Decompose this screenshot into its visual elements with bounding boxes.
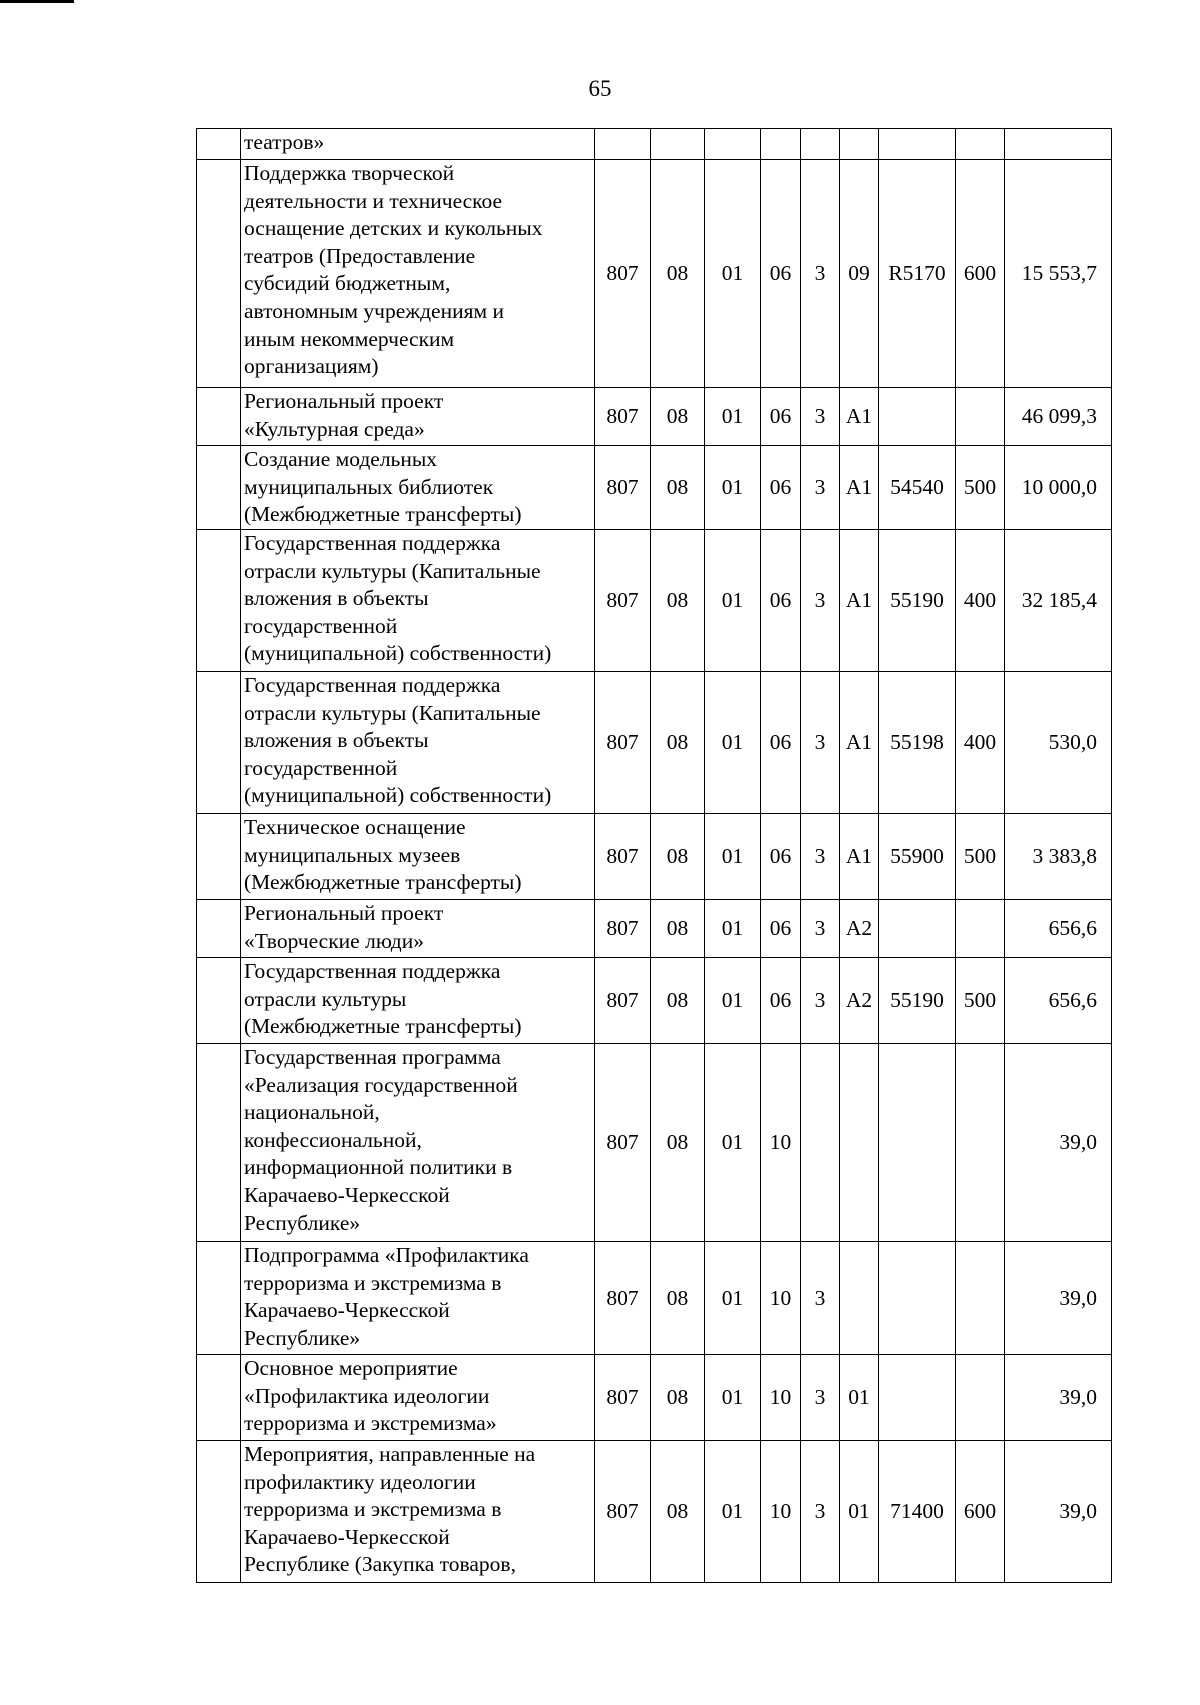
subprogram-code-cell: 3: [801, 446, 840, 530]
row-number-cell: [197, 1355, 241, 1441]
expense-direction-code-cell: 54540: [879, 446, 956, 530]
table-row: [197, 446, 1112, 530]
ministry-code-cell: 807: [595, 1441, 651, 1583]
subsection-code-cell: 01: [705, 958, 761, 1044]
budget-table: [196, 128, 1112, 1583]
program-code-cell: [761, 129, 801, 160]
amount-cell: 656,6: [1005, 958, 1112, 1044]
subsection-code-cell: 01: [705, 446, 761, 530]
table-row: [197, 1242, 1112, 1355]
item-name-cell: Государственная поддержка отрасли культуры (Капитальные вложения в объекты государственной (муниципальной) собственности): [241, 672, 595, 814]
amount-cell: 3 383,8: [1005, 814, 1112, 900]
expense-type-code-cell: 600: [956, 1441, 1005, 1583]
expense-direction-code-cell: 55198: [879, 672, 956, 814]
expense-direction-code-cell: [879, 1044, 956, 1242]
amount-cell: 15 553,7: [1005, 160, 1112, 388]
subsection-code-cell: 01: [705, 672, 761, 814]
subprogram-code-cell: 3: [801, 672, 840, 814]
row-number-cell: [197, 814, 241, 900]
ministry-code-cell: [595, 129, 651, 160]
main-activity-code-cell: 01: [840, 1355, 879, 1441]
item-name-cell: Основное мероприятие «Профилактика идеологии терроризма и экстремизма»: [241, 1355, 595, 1441]
section-code-cell: [651, 129, 705, 160]
row-number-cell: [197, 1242, 241, 1355]
amount-cell: 530,0: [1005, 672, 1112, 814]
row-number-cell: [197, 1441, 241, 1583]
expense-type-code-cell: [956, 388, 1005, 446]
item-name-cell: Создание модельных муниципальных библиотек (Межбюджетные трансферты): [241, 446, 595, 530]
amount-cell: [1005, 129, 1112, 160]
main-activity-code-cell: А2: [840, 900, 879, 958]
expense-type-code-cell: 400: [956, 672, 1005, 814]
row-number-cell: [197, 958, 241, 1044]
item-name-cell: Техническое оснащение муниципальных музеев (Межбюджетные трансферты): [241, 814, 595, 900]
item-name-cell: Поддержка творческой деятельности и техническое оснащение детских и кукольных театров (Предоставление субсидий бюджетным, автономным учреждениям и иным некоммерческим организациям): [241, 160, 595, 388]
program-code-cell: 10: [761, 1242, 801, 1355]
program-code-cell: 06: [761, 388, 801, 446]
subprogram-code-cell: 3: [801, 530, 840, 672]
subsection-code-cell: 01: [705, 814, 761, 900]
program-code-cell: 06: [761, 160, 801, 388]
subprogram-code-cell: 3: [801, 958, 840, 1044]
subsection-code-cell: 01: [705, 1242, 761, 1355]
main-activity-code-cell: А1: [840, 672, 879, 814]
section-code-cell: 08: [651, 1441, 705, 1583]
subprogram-code-cell: 3: [801, 388, 840, 446]
ministry-code-cell: 807: [595, 1242, 651, 1355]
expense-type-code-cell: 500: [956, 958, 1005, 1044]
subsection-code-cell: 01: [705, 1044, 761, 1242]
expense-direction-code-cell: [879, 1355, 956, 1441]
amount-cell: 39,0: [1005, 1355, 1112, 1441]
main-activity-code-cell: А1: [840, 446, 879, 530]
expense-type-code-cell: 600: [956, 160, 1005, 388]
section-code-cell: 08: [651, 900, 705, 958]
section-code-cell: 08: [651, 1242, 705, 1355]
table-row: [197, 672, 1112, 814]
main-activity-code-cell: А1: [840, 388, 879, 446]
section-code-cell: 08: [651, 958, 705, 1044]
table-row: [197, 160, 1112, 388]
ministry-code-cell: 807: [595, 900, 651, 958]
expense-type-code-cell: [956, 129, 1005, 160]
ministry-code-cell: 807: [595, 1355, 651, 1441]
table-row: [197, 1441, 1112, 1583]
main-activity-code-cell: А2: [840, 958, 879, 1044]
subsection-code-cell: 01: [705, 1355, 761, 1441]
program-code-cell: 10: [761, 1044, 801, 1242]
subsection-code-cell: 01: [705, 388, 761, 446]
row-number-cell: [197, 900, 241, 958]
scan-corner-mark: [0, 0, 74, 3]
row-number-cell: [197, 446, 241, 530]
table-body: [197, 129, 1112, 1583]
program-code-cell: 10: [761, 1441, 801, 1583]
item-name-cell: Региональный проект «Культурная среда»: [241, 388, 595, 446]
subprogram-code-cell: 3: [801, 160, 840, 388]
subprogram-code-cell: 3: [801, 1242, 840, 1355]
expense-type-code-cell: [956, 1355, 1005, 1441]
expense-type-code-cell: [956, 1242, 1005, 1355]
subprogram-code-cell: [801, 1044, 840, 1242]
program-code-cell: 06: [761, 672, 801, 814]
main-activity-code-cell: [840, 129, 879, 160]
table-row: [197, 129, 1112, 160]
section-code-cell: 08: [651, 1044, 705, 1242]
section-code-cell: 08: [651, 160, 705, 388]
table-row: [197, 388, 1112, 446]
expense-direction-code-cell: 55900: [879, 814, 956, 900]
program-code-cell: 06: [761, 958, 801, 1044]
expense-direction-code-cell: [879, 129, 956, 160]
item-name-cell: Мероприятия, направленные на профилактику идеологии терроризма и экстремизма в Карачаево-Черкесской Республике (Закупка товаров,: [241, 1441, 595, 1583]
row-number-cell: [197, 160, 241, 388]
row-number-cell: [197, 129, 241, 160]
expense-direction-code-cell: 55190: [879, 958, 956, 1044]
expense-type-code-cell: 500: [956, 814, 1005, 900]
program-code-cell: 10: [761, 1355, 801, 1441]
subprogram-code-cell: 3: [801, 814, 840, 900]
ministry-code-cell: 807: [595, 958, 651, 1044]
main-activity-code-cell: [840, 1242, 879, 1355]
subsection-code-cell: 01: [705, 900, 761, 958]
ministry-code-cell: 807: [595, 388, 651, 446]
main-activity-code-cell: [840, 1044, 879, 1242]
item-name-cell: Региональный проект «Творческие люди»: [241, 900, 595, 958]
section-code-cell: 08: [651, 388, 705, 446]
amount-cell: 46 099,3: [1005, 388, 1112, 446]
expense-type-code-cell: [956, 900, 1005, 958]
amount-cell: 39,0: [1005, 1441, 1112, 1583]
expense-type-code-cell: 400: [956, 530, 1005, 672]
main-activity-code-cell: 09: [840, 160, 879, 388]
subsection-code-cell: [705, 129, 761, 160]
item-name-cell: театров»: [241, 129, 595, 160]
subprogram-code-cell: 3: [801, 900, 840, 958]
subsection-code-cell: 01: [705, 1441, 761, 1583]
program-code-cell: 06: [761, 814, 801, 900]
page-number: 65: [588, 76, 612, 101]
amount-cell: 39,0: [1005, 1044, 1112, 1242]
expense-type-code-cell: 500: [956, 446, 1005, 530]
program-code-cell: 06: [761, 530, 801, 672]
expense-direction-code-cell: [879, 900, 956, 958]
amount-cell: 32 185,4: [1005, 530, 1112, 672]
subprogram-code-cell: 3: [801, 1355, 840, 1441]
row-number-cell: [197, 388, 241, 446]
subprogram-code-cell: [801, 129, 840, 160]
ministry-code-cell: 807: [595, 1044, 651, 1242]
ministry-code-cell: 807: [595, 160, 651, 388]
program-code-cell: 06: [761, 900, 801, 958]
table-row: [197, 1044, 1112, 1242]
row-number-cell: [197, 530, 241, 672]
item-name-cell: Государственная поддержка отрасли культуры (Капитальные вложения в объекты государственной (муниципальной) собственности): [241, 530, 595, 672]
expense-type-code-cell: [956, 1044, 1005, 1242]
expense-direction-code-cell: [879, 1242, 956, 1355]
subprogram-code-cell: 3: [801, 1441, 840, 1583]
main-activity-code-cell: А1: [840, 530, 879, 672]
main-activity-code-cell: А1: [840, 814, 879, 900]
item-name-cell: Государственная поддержка отрасли культуры (Межбюджетные трансферты): [241, 958, 595, 1044]
row-number-cell: [197, 672, 241, 814]
section-code-cell: 08: [651, 446, 705, 530]
expense-direction-code-cell: 71400: [879, 1441, 956, 1583]
program-code-cell: 06: [761, 446, 801, 530]
section-code-cell: 08: [651, 1355, 705, 1441]
ministry-code-cell: 807: [595, 530, 651, 672]
ministry-code-cell: 807: [595, 814, 651, 900]
subsection-code-cell: 01: [705, 160, 761, 388]
section-code-cell: 08: [651, 814, 705, 900]
expense-direction-code-cell: [879, 388, 956, 446]
row-number-cell: [197, 1044, 241, 1242]
ministry-code-cell: 807: [595, 446, 651, 530]
ministry-code-cell: 807: [595, 672, 651, 814]
item-name-cell: Государственная программа «Реализация государственной национальной, конфессиональной, информационной политики в Карачаево-Черкесской Республике»: [241, 1044, 595, 1242]
item-name-cell: Подпрограмма «Профилактика терроризма и экстремизма в Карачаево-Черкесской Республике»: [241, 1242, 595, 1355]
amount-cell: 656,6: [1005, 900, 1112, 958]
main-activity-code-cell: 01: [840, 1441, 879, 1583]
section-code-cell: 08: [651, 672, 705, 814]
amount-cell: 10 000,0: [1005, 446, 1112, 530]
table-row: [197, 958, 1112, 1044]
subsection-code-cell: 01: [705, 530, 761, 672]
table-row: [197, 530, 1112, 672]
expense-direction-code-cell: 55190: [879, 530, 956, 672]
table-row: [197, 1355, 1112, 1441]
expense-direction-code-cell: R5170: [879, 160, 956, 388]
table-row: [197, 900, 1112, 958]
table-row: [197, 814, 1112, 900]
section-code-cell: 08: [651, 530, 705, 672]
amount-cell: 39,0: [1005, 1242, 1112, 1355]
